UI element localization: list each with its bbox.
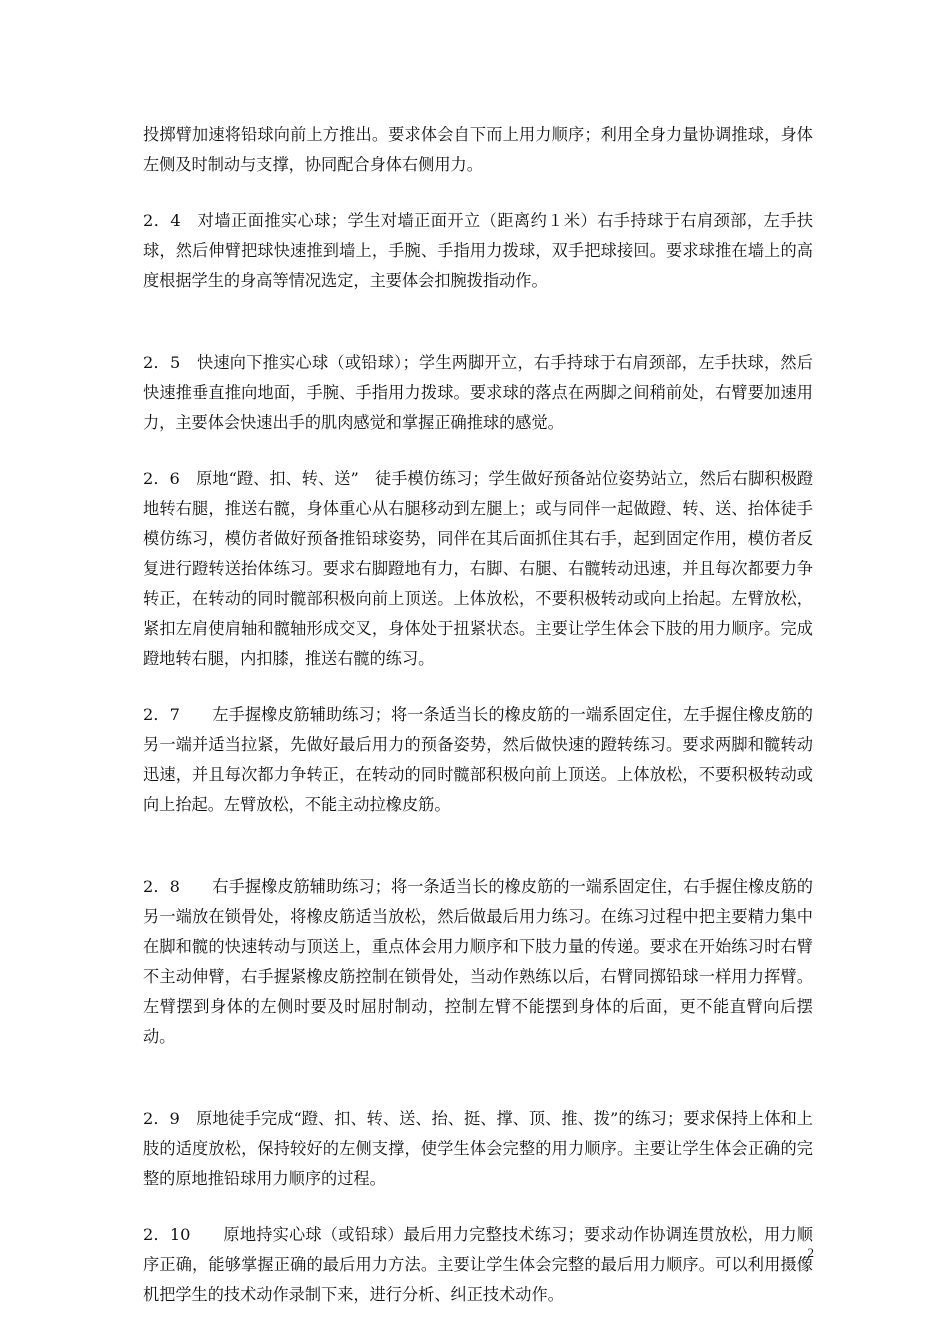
paragraph-spacer [143, 1052, 813, 1104]
paragraph-spacer [143, 296, 813, 348]
paragraph-spacer [143, 180, 813, 206]
paragraph-spacer [143, 674, 813, 700]
paragraph-2-9: 2．9 原地徒手完成“蹬、扣、转、送、抬、挺、撑、顶、推、拨”的练习；要求保持上体和上肢的适度放松，保持较好的左侧支撑，使学生体会完整的用力顺序。主要让学生体会正确的完整的原地推铅球用力顺序的过程。 [143, 1109, 813, 1188]
page-number: 2 [807, 1245, 814, 1260]
paragraph-spacer [143, 820, 813, 872]
paragraph-2-6: 2．6 原地“蹬、扣、转、送” 徒手模仿练习；学生做好预备站位姿势站立，然后右脚积极蹬地转右腿，推送右髋，身体重心从右腿移动到左腿上；或与同伴一起做蹬、转、送、抬体徒手模仿练习，模仿者做好预备推铅球姿势，同伴在其后面抓住其右手，起到固定作用，模仿者反复进行蹬转送抬体练习。要求右脚蹬地有力，右脚、右腿、右髋转动迅速，并且每次都要力争转正，在转动的同时髋部积极向前上顶送。上体放松，不要积极转动或向上抬起。左臂放松，紧扣左肩使肩轴和髋轴形成交叉，身体处于扭紧状态。主要让学生体会下肢的用力顺序。完成蹬地转右腿，内扣膝，推送右髋的练习。 [143, 469, 813, 668]
paragraph-2-8: 2．8 右手握橡皮筋辅助练习；将一条适当长的橡皮筋的一端系固定住，右手握住橡皮筋的另一端放在锁骨处，将橡皮筋适当放松，然后做最后用力练习。在练习过程中把主要精力集中在脚和髋的快速转动与顶送上，重点体会用力顺序和下肢力量的传递。要求在开始练习时右臂不主动伸臂，右手握紧橡皮筋控制在锁骨处，当动作熟练以后，右臂同掷铅球一样用力挥臂。左臂摆到身体的左侧时要及时屈肘制动，控制左臂不能摆到身体的后面，更不能直臂向后摆动。 [143, 877, 813, 1046]
document-body [143, 120, 813, 1310]
paragraph-2-5: 2．5 快速向下推实心球（或铅球）；学生两脚开立，右手持球于右肩颈部，左手扶球，然后快速推垂直推向地面，手腕、手指用力拨球。要求球的落点在两脚之间稍前处，右臂要加速用力，主要体会快速出手的肌肉感觉和掌握正确推球的感觉。 [143, 353, 813, 432]
paragraph-2-10: 2．10 原地持实心球（或铅球）最后用力完整技术练习；要求动作协调连贯放松，用力顺序正确，能够掌握正确的最后用力方法。主要让学生体会完整的最后用力顺序。可以利用摄像机把学生的技术动作录制下来，进行分析、纠正技术动作。 [143, 1225, 813, 1304]
paragraph-2-3-continued: 投掷臂加速将铅球向前上方推出。要求体会自下而上用力顺序；利用全身力量协调推球，身体左侧及时制动与支撑，协同配合身体右侧用力。 [143, 125, 813, 174]
paragraph-spacer [143, 1194, 813, 1220]
paragraph-spacer [143, 438, 813, 464]
paragraph-2-4: 2．4 对墙正面推实心球；学生对墙正面开立（距离约１米）右手持球于右肩颈部，左手扶球，然后伸臂把球快速推到墙上，手腕、手指用力拨球，双手把球接回。要求球推在墙上的高度根据学生的身高等情况选定，主要体会扣腕拨指动作。 [143, 211, 813, 290]
paragraph-2-7: 2．7 左手握橡皮筋辅助练习；将一条适当长的橡皮筋的一端系固定住，左手握住橡皮筋的另一端并适当拉紧，先做好最后用力的预备姿势，然后做快速的蹬转练习。要求两脚和髋转动迅速，并且每次都力争转正，在转动的同时髋部积极向前上顶送。上体放松，不要积极转动或向上抬起。左臂放松，不能主动拉橡皮筋。 [143, 705, 813, 814]
